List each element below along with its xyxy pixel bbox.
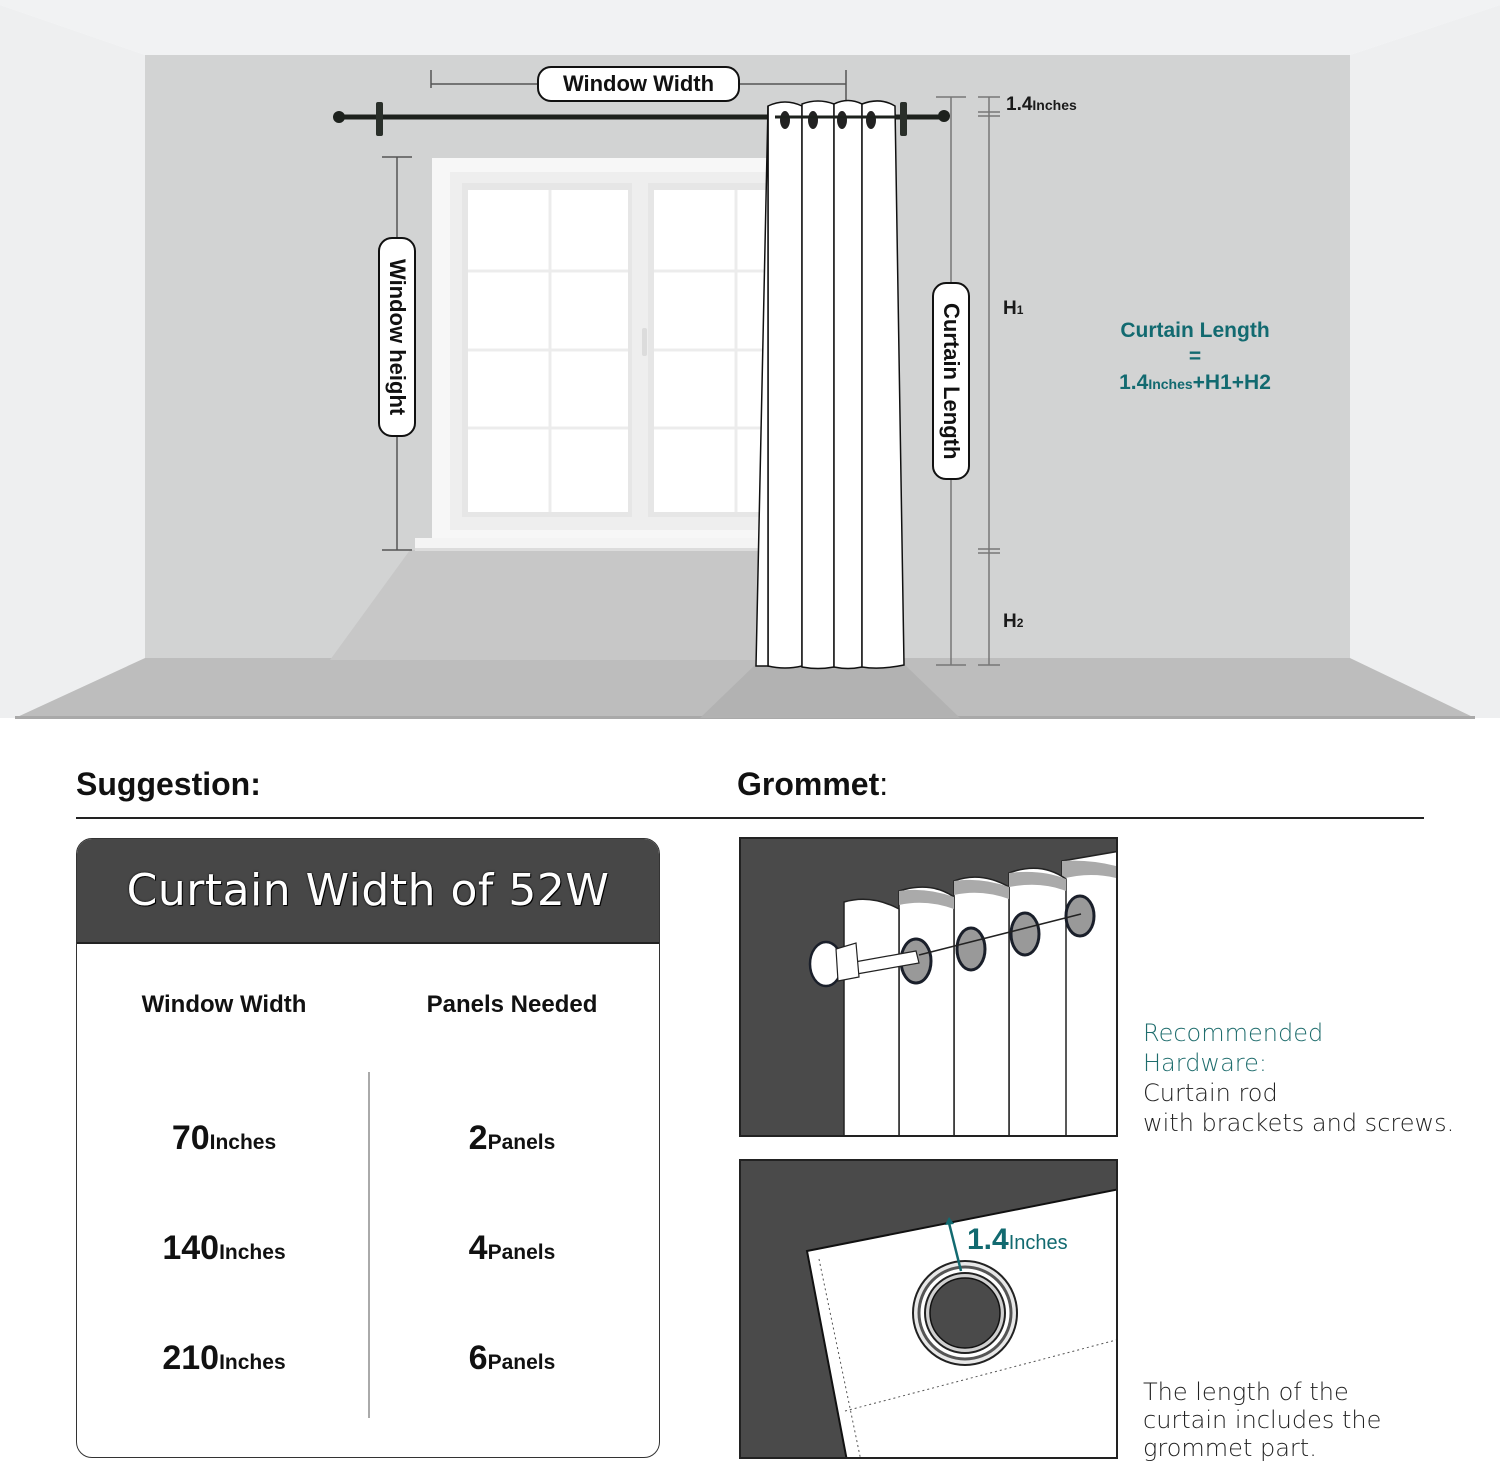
row-3-window-width xyxy=(79,1339,369,1378)
panels-value: 6 xyxy=(468,1339,488,1377)
width-unit: Inches xyxy=(219,1351,286,1374)
recommended-line-2: with brackets and screws. xyxy=(1143,1109,1455,1137)
window-height-label xyxy=(378,237,416,437)
panels-unit: Panels xyxy=(487,1241,556,1264)
panels-value: 4 xyxy=(468,1229,488,1267)
panels-unit: Panels xyxy=(487,1131,556,1154)
row-2-window-width xyxy=(79,1229,369,1268)
formula-value: 1.4 xyxy=(1119,371,1149,394)
note-line-3: grommet part. xyxy=(1143,1434,1317,1462)
grommet-length-note xyxy=(1143,1378,1381,1462)
column-header-panels-needed: Panels Needed xyxy=(426,991,598,1018)
window-width-label xyxy=(537,66,740,102)
grommet-rod-illustration xyxy=(739,837,1118,1137)
h1-label xyxy=(1003,298,1023,320)
h1-letter: H xyxy=(1003,298,1017,319)
closeup-dim-unit: Inches xyxy=(1008,1232,1068,1254)
h1-sub: 1 xyxy=(1016,303,1024,317)
window-width-text: Window Width xyxy=(562,71,715,96)
grommet-closeup-illustration xyxy=(739,1159,1118,1459)
card-title: Curtain Width of 52W xyxy=(126,865,610,916)
formula-line-3 xyxy=(1095,370,1295,397)
grommet-divider xyxy=(716,817,1424,819)
window-height-text: Window height xyxy=(385,258,410,416)
closeup-dimension-label xyxy=(967,1223,1068,1257)
column-header-window-width: Window Width xyxy=(141,991,307,1018)
note-line-2: curtain includes the xyxy=(1143,1406,1382,1434)
header-dim-value: 1.4 xyxy=(1006,94,1033,115)
panels-value: 2 xyxy=(468,1119,488,1157)
h2-sub: 2 xyxy=(1016,616,1024,630)
width-value: 140 xyxy=(162,1229,220,1267)
width-unit: Inches xyxy=(209,1131,277,1154)
row-1-window-width xyxy=(79,1119,369,1158)
curtain-length-label xyxy=(932,282,970,480)
row-2-panels xyxy=(367,1229,657,1268)
panel-suggestion-card xyxy=(76,838,660,1458)
suggestion-divider xyxy=(76,817,716,819)
formula-unit: Inches xyxy=(1148,376,1193,392)
card-header xyxy=(77,839,659,944)
grommet-title-colon: : xyxy=(879,766,889,802)
curtain-length-text: Curtain Length xyxy=(939,302,964,460)
recommended-heading-2: Hardware: xyxy=(1143,1049,1267,1077)
width-unit: Inches xyxy=(219,1241,286,1264)
curtain-rod-icon xyxy=(741,839,1118,1137)
recommended-heading-1: Recommended xyxy=(1143,1019,1324,1047)
formula-equals: = xyxy=(1188,345,1202,368)
header-dimension-label xyxy=(1006,94,1077,116)
panels-unit: Panels xyxy=(487,1351,556,1374)
recommended-hardware-text xyxy=(1143,1018,1454,1138)
header-dim-unit: Inches xyxy=(1032,97,1077,113)
h2-letter: H xyxy=(1003,611,1017,632)
grommet-ring-icon xyxy=(741,1161,1118,1459)
formula-rest: +H1+H2 xyxy=(1192,371,1271,394)
width-value: 210 xyxy=(162,1339,220,1377)
grommet-title-text: Grommet xyxy=(737,766,880,802)
row-1-panels xyxy=(367,1119,657,1158)
room-diagram xyxy=(0,0,1500,720)
row-3-panels xyxy=(367,1339,657,1378)
closeup-dim-value: 1.4 xyxy=(967,1223,1009,1256)
width-value: 70 xyxy=(171,1119,210,1157)
note-line-1: The length of the xyxy=(1143,1378,1349,1406)
formula-line-1: Curtain Length xyxy=(1120,319,1270,342)
curtain-length-formula xyxy=(1095,318,1295,397)
h2-label xyxy=(1003,611,1023,633)
grommet-title xyxy=(737,766,888,803)
recommended-line-1: Curtain rod xyxy=(1143,1079,1278,1107)
suggestion-title: Suggestion: xyxy=(76,766,261,802)
